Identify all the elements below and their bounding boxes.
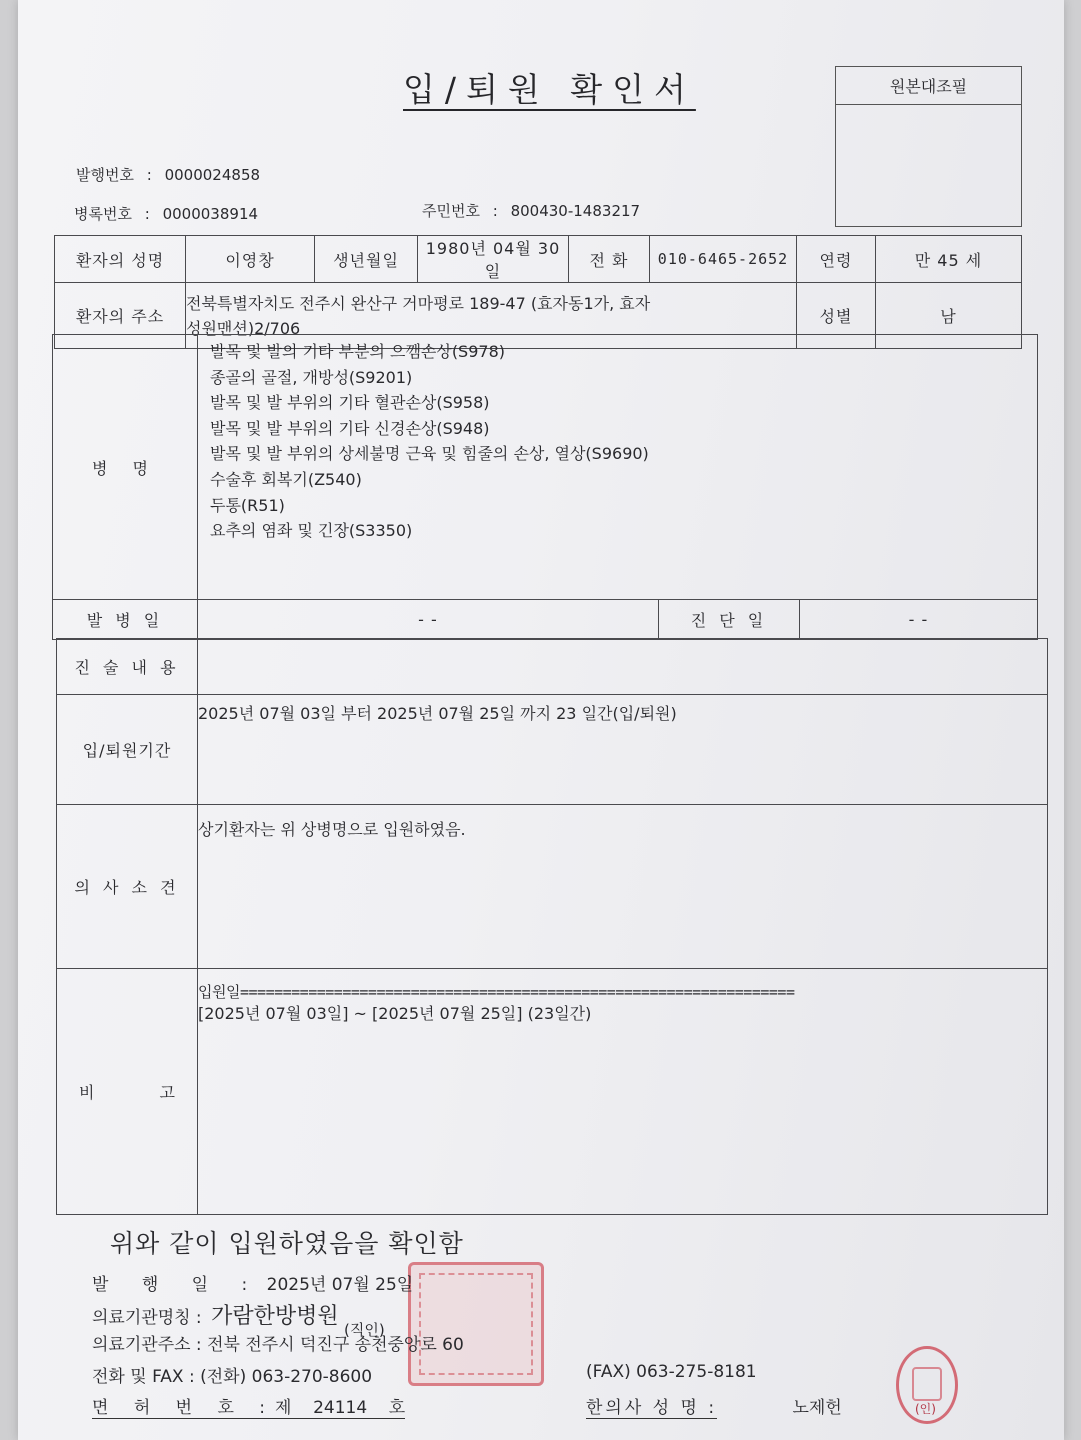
phone-fax-row <box>92 1362 372 1387</box>
address-line-2: 성원맨션)2/706 <box>186 318 301 338</box>
doctor-row <box>586 1393 842 1419</box>
opinion-value: 상기환자는 위 상병명으로 입원하였음. <box>198 805 1048 969</box>
birth-label: 생년월일 <box>315 236 418 283</box>
seal-note: (직인) <box>344 1321 385 1339</box>
onset-label: 발 병 일 <box>53 600 198 640</box>
issue-number: 0000024858 <box>164 166 261 184</box>
record-details-table <box>56 638 1048 1215</box>
remarks-label <box>57 969 198 1215</box>
institution-name: 가람한방병원 <box>211 1304 339 1329</box>
diagnosis-item: 발목 및 발 부위의 기타 신경손상(S948) <box>210 418 490 438</box>
age-value: 만 45 세 <box>876 236 1022 283</box>
diagnosis-item: 발목 및 발 부위의 기타 혈관손상(S958) <box>210 393 490 413</box>
age-label: 연령 <box>797 236 876 283</box>
remarks-cell <box>198 969 1048 1215</box>
document-page <box>18 0 1064 1440</box>
remarks-line-1: 입원일================================================================= <box>198 983 795 1001</box>
diagnosis-item: 발목 및 발의 기타 부분의 으깸손상(S978) <box>210 342 505 361</box>
statement-value <box>198 639 1048 695</box>
record-number-row: 병록번호 : 0000038914 <box>74 205 259 223</box>
diagnosis-label: 병 명 <box>53 335 198 600</box>
remarks-label-left: 비 <box>79 1083 95 1102</box>
diagnosis-item: 종골의 골절, 개방성(S9201) <box>210 367 413 387</box>
birth-date: 1980년 04월 30일 <box>418 236 569 283</box>
resident-number-label: 주민번호 <box>422 202 480 220</box>
issue-number-label: 발행번호 <box>76 166 134 184</box>
resident-number-row: 주민번호 : 800430-1483217 <box>422 202 641 220</box>
diagnosis-item: 요추의 염좌 및 긴장(S3350) <box>210 521 413 541</box>
diagnosis-item: 두통(R51) <box>210 495 285 515</box>
patient-name-label: 환자의 성명 <box>55 236 186 283</box>
diagnosis-date-value: - - <box>800 600 1038 640</box>
opinion-label: 의 사 소 견 <box>57 805 198 969</box>
issue-date-label: 발 행 일 : <box>92 1275 262 1295</box>
remarks-label-right: 고 <box>159 1083 175 1102</box>
institution-row <box>92 1299 385 1339</box>
address-label: 환자의 주소 <box>55 283 186 349</box>
doctor-label: 한의사 성 명 : <box>586 1393 717 1419</box>
issue-date-row <box>92 1270 413 1295</box>
license-number: 제 24114 호 <box>275 1393 405 1419</box>
issue-number-row: 발행번호 : 0000024858 <box>76 166 261 184</box>
institution-phone: (전화) 063-270-8600 <box>200 1367 373 1387</box>
original-copy-stamp-box <box>835 66 1022 227</box>
diagnosis-cell <box>198 335 1038 600</box>
hospital-seal-stamp <box>408 1262 544 1386</box>
diagnosis-item: 수술후 회복기(Z540) <box>210 469 362 489</box>
phone-number: 010-6465-2652 <box>650 236 797 283</box>
doctor-name: 노제헌 <box>792 1398 842 1418</box>
institution-address: 전북 전주시 덕진구 송천중앙로 60 <box>207 1335 464 1355</box>
sex-value: 남 <box>876 283 1022 349</box>
diagnosis-list <box>198 335 1037 544</box>
onset-value: - - <box>198 600 659 640</box>
patient-info-table <box>54 235 1022 349</box>
issue-date: 2025년 07월 25일 <box>266 1275 414 1295</box>
diagnosis-date-label: 진 단 일 <box>659 600 800 640</box>
institution-address-row <box>92 1330 464 1355</box>
address-line-1: 전북특별자치도 전주시 완산구 거마평로 189-47 (효자동1가, 효자 <box>186 293 651 313</box>
license-row <box>92 1393 405 1419</box>
record-number-label: 병록번호 <box>74 205 132 223</box>
remarks-line-2: [2025년 07월 03일] ~ [2025년 07월 25일] (23일간) <box>198 1004 592 1023</box>
doctor-seal-note: (인) <box>915 1402 936 1416</box>
diagnosis-table <box>52 334 1038 640</box>
resident-number: 800430-1483217 <box>510 202 641 220</box>
period-label: 입/퇴원기간 <box>57 695 198 805</box>
fax-number: (FAX) 063-275-8181 <box>586 1362 757 1382</box>
patient-name: 이영창 <box>186 236 315 283</box>
institution-address-label: 의료기관주소 : <box>92 1335 202 1355</box>
sex-label: 성별 <box>797 283 876 349</box>
phone-fax-label: 전화 및 FAX : <box>92 1367 195 1387</box>
diagnosis-item: 발목 및 발 부위의 상세불명 근육 및 힘줄의 손상, 열상(S9690) <box>210 444 649 464</box>
license-label: 면 허 번 호 : <box>92 1393 275 1419</box>
statement-label: 진 술 내 용 <box>57 639 198 695</box>
original-copy-label: 원본대조필 <box>836 67 1021 105</box>
record-number: 0000038914 <box>162 205 259 223</box>
document-title: 입/퇴원 확인서 <box>403 70 696 109</box>
institution-label: 의료기관명칭 : <box>92 1308 202 1328</box>
period-value: 2025년 07월 03일 부터 2025년 07월 25일 까지 23 일간(입/퇴원) <box>198 695 1048 805</box>
confirmation-statement: 위와 같이 입원하였음을 확인함 <box>110 1229 464 1258</box>
phone-label: 전 화 <box>569 236 650 283</box>
